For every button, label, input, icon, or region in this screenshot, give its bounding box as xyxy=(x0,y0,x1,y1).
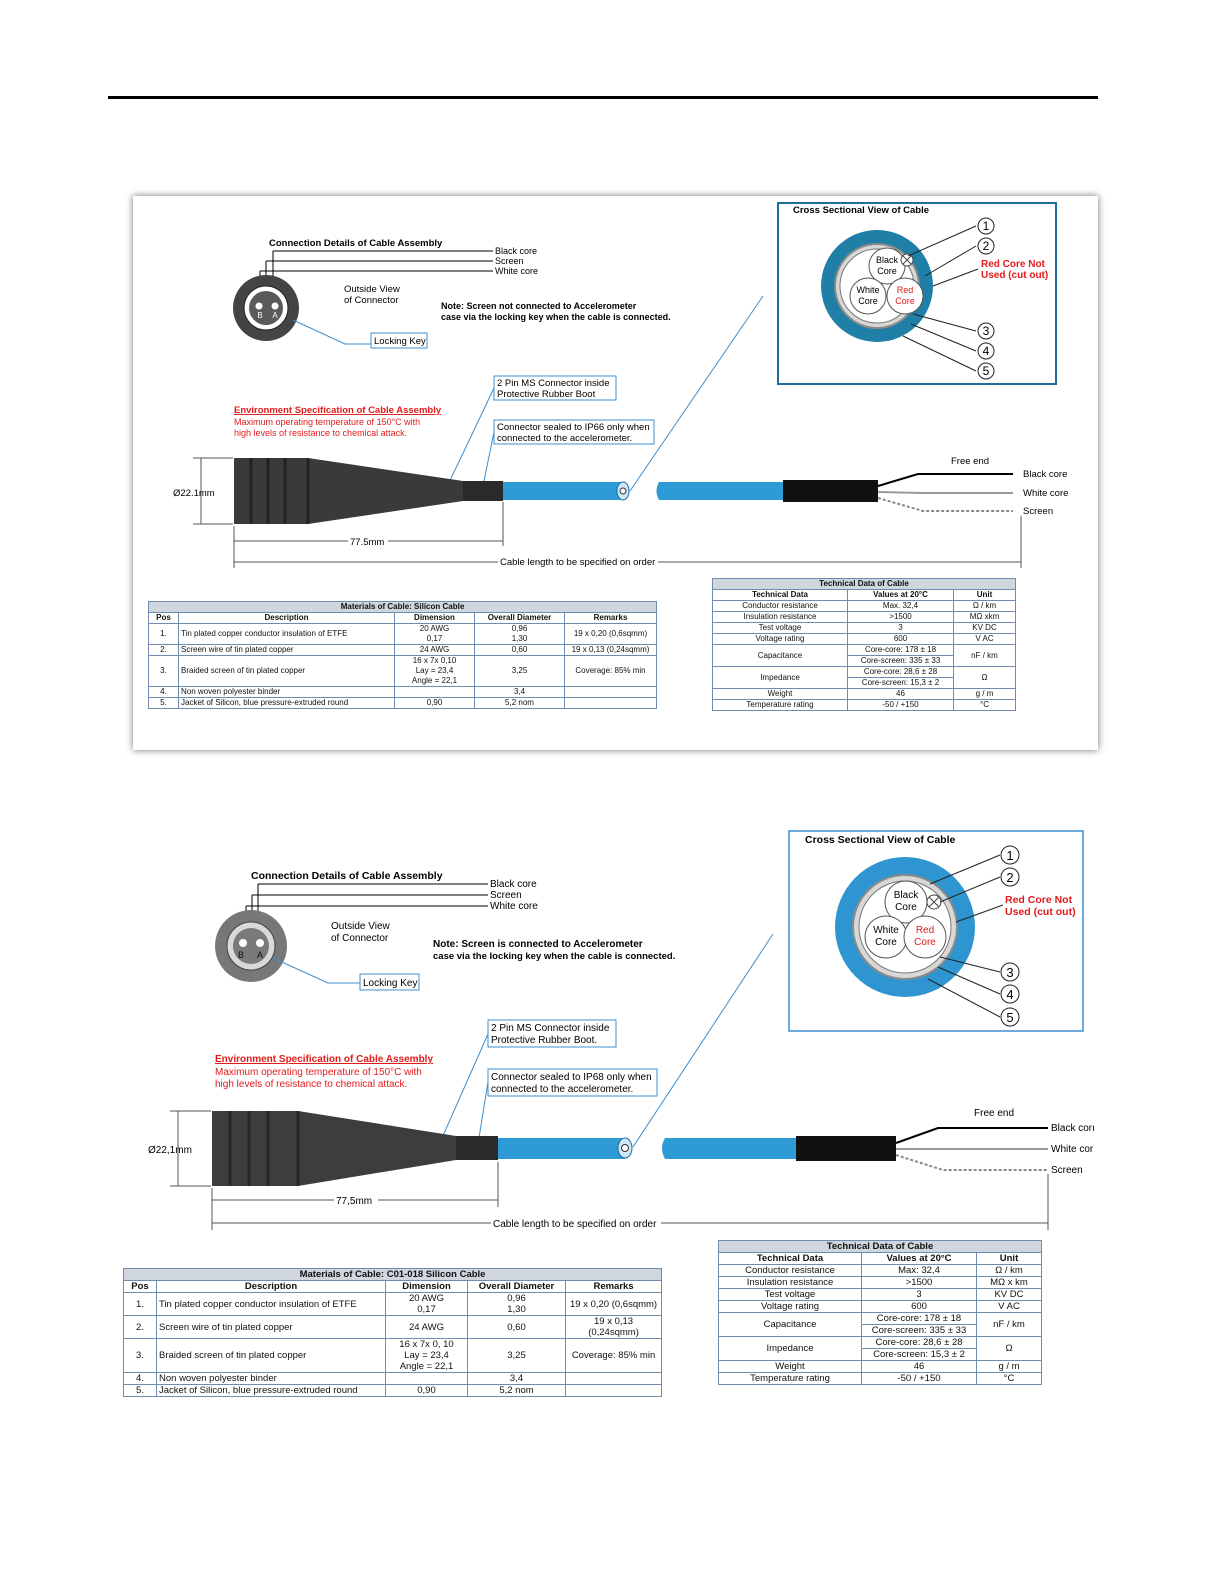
connector-insert xyxy=(249,291,283,325)
materials-row xyxy=(149,624,657,645)
tech-unit: MΩ x km xyxy=(977,1277,1042,1289)
mat-pos: 2. xyxy=(124,1316,157,1339)
diameter-label: Ø22,1mm xyxy=(148,1145,192,1156)
mat-dim: 16 x 7x 0, 10 Lay = 23,4 Angle = 22,1 xyxy=(386,1339,468,1373)
mat-dim xyxy=(386,1373,468,1385)
tech-key: Weight xyxy=(713,689,848,700)
tech-key: Insulation resistance xyxy=(713,612,848,623)
pin-b xyxy=(256,303,263,310)
end-label-black: Black corı xyxy=(1051,1123,1095,1134)
connection-wires xyxy=(246,884,488,914)
tech-key: Weight xyxy=(719,1361,862,1373)
tech-header-unit: Unit xyxy=(977,1253,1042,1265)
tech-key: Insulation resistance xyxy=(719,1277,862,1289)
white-core-label-1: White xyxy=(873,925,899,936)
tech-value: Core-core: 28,6 ± 28 xyxy=(848,667,954,678)
cable-jacket-right xyxy=(662,1138,796,1159)
cable-drawing-1 xyxy=(133,196,1098,750)
mat-rem: 19 x 0,13 (0,24sqmm) xyxy=(565,645,657,656)
tech-value: Core-screen: 15,3 ± 2 xyxy=(848,678,954,689)
mat-desc: Braided screen of tin plated copper xyxy=(157,1339,386,1373)
tech-value: Max: 32,4 xyxy=(862,1265,977,1277)
tech-value: Max. 32,4 xyxy=(848,601,954,612)
tech-unit: Ω xyxy=(954,667,1016,689)
tech-unit: nF / km xyxy=(977,1313,1042,1337)
tech-value: Core-core: 28,6 ± 28 xyxy=(862,1337,977,1349)
mat-dia: 3,4 xyxy=(468,1373,566,1385)
tech-row-impedance xyxy=(713,667,1016,678)
tech-key: Temperature rating xyxy=(713,700,848,711)
tech-row xyxy=(713,612,1016,623)
materials-row xyxy=(124,1293,662,1316)
mat-desc: Tin plated copper conductor insulation of ETFE xyxy=(179,624,395,645)
tech-header-key: Technical Data xyxy=(719,1253,862,1265)
tech-unit: V AC xyxy=(977,1301,1042,1313)
callout-1: 1 xyxy=(1006,848,1014,863)
white-core-label-1: White xyxy=(856,285,880,295)
tech-unit: g / m xyxy=(954,689,1016,700)
tech-unit: °C xyxy=(977,1373,1042,1385)
callout-4: 4 xyxy=(982,344,990,358)
tech-row xyxy=(713,634,1016,645)
materials-row xyxy=(149,687,657,698)
red-core-label-2: Core xyxy=(914,937,936,948)
mat-header-dim: Dimension xyxy=(386,1281,468,1293)
mat-dim xyxy=(395,687,475,698)
mat-header-rem: Remarks xyxy=(566,1281,662,1293)
tech-caption: Technical Data of Cable xyxy=(719,1241,1042,1253)
seal-leader xyxy=(483,432,494,486)
mat-rem: 19 x 0,20 (0,6sqmm) xyxy=(566,1293,662,1316)
tech-unit: KV DC xyxy=(954,623,1016,634)
boot-callout-2: Protective Rubber Boot. xyxy=(491,1035,598,1046)
tech-unit: Ω xyxy=(977,1337,1042,1361)
mat-dim: 20 AWG 0,17 xyxy=(386,1293,468,1316)
mat-pos: 1. xyxy=(124,1293,157,1316)
mat-pos: 4. xyxy=(149,687,179,698)
locking-key-leader xyxy=(273,958,360,983)
tech-row xyxy=(719,1289,1042,1301)
tech-row xyxy=(713,623,1016,634)
mat-pos: 3. xyxy=(149,656,179,687)
callout-5: 5 xyxy=(982,364,990,378)
wire-label-screen: Screen xyxy=(490,890,522,901)
tech-header-val: Values at 20°C xyxy=(862,1253,977,1265)
tech-key: Impedance xyxy=(713,667,848,689)
tech-unit: KV DC xyxy=(977,1289,1042,1301)
tech-caption: Technical Data of Cable xyxy=(713,579,1016,590)
mat-dia: 0,60 xyxy=(475,645,565,656)
red-core-note-2: Used (cut out) xyxy=(1005,906,1076,918)
mat-header-dim: Dimension xyxy=(395,613,475,624)
mat-desc: Jacket of Silicon, blue pressure-extruded round xyxy=(179,698,395,709)
tech-value: 600 xyxy=(862,1301,977,1313)
mat-rem: 19 x 0,13 (0,24sqmm) xyxy=(566,1316,662,1339)
black-core-label-2: Core xyxy=(877,266,897,276)
tech-row-capacitance xyxy=(719,1313,1042,1325)
mat-rem xyxy=(566,1373,662,1385)
connection-title: Connection Details of Cable Assembly xyxy=(269,238,443,249)
mat-header-desc: Description xyxy=(157,1281,386,1293)
outside-view-label-1: Outside View xyxy=(331,921,390,932)
cable-length-label: Cable length to be specified on order xyxy=(493,1219,657,1230)
end-label-white: White core xyxy=(1023,488,1069,499)
mat-dia: 3,25 xyxy=(468,1339,566,1373)
cross-section-title: Cross Sectional View of Cable xyxy=(805,834,956,846)
white-core-label-2: Core xyxy=(858,296,878,306)
mat-pos: 5. xyxy=(124,1385,157,1397)
tech-value: -50 / +150 xyxy=(848,700,954,711)
pin-a xyxy=(256,939,264,947)
mat-header-pos: Pos xyxy=(149,613,179,624)
materials-table-2 xyxy=(123,1268,662,1397)
screen-note-1: Note: Screen not connected to Accelerometer xyxy=(441,301,637,311)
free-end-wires xyxy=(896,1128,1048,1170)
tech-value: -50 / +150 xyxy=(862,1373,977,1385)
end-label-black: Black core xyxy=(1023,469,1068,480)
env-spec-title: Environment Specification of Cable Assembly xyxy=(234,405,442,416)
cable-drawing-2 xyxy=(108,822,1108,1442)
white-core-label-2: Core xyxy=(875,937,897,948)
tech-row xyxy=(719,1361,1042,1373)
cable-cut-cores xyxy=(620,488,626,494)
mat-header-pos: Pos xyxy=(124,1281,157,1293)
mat-rem: Coverage: 85% min xyxy=(566,1339,662,1373)
technical-table-2 xyxy=(718,1240,1042,1385)
cable-jacket-left xyxy=(503,482,623,500)
mat-desc: Screen wire of tin plated copper xyxy=(179,645,395,656)
mat-dim: 24 AWG xyxy=(395,645,475,656)
callout-2: 2 xyxy=(1006,870,1014,885)
tech-key: Test voltage xyxy=(719,1289,862,1301)
end-label-white: White cor xyxy=(1051,1144,1094,1155)
mat-desc: Non woven polyester binder xyxy=(179,687,395,698)
red-core-note-1: Red Core Not xyxy=(981,259,1045,270)
tech-key: Test voltage xyxy=(713,623,848,634)
tech-row xyxy=(713,601,1016,612)
callout-1: 1 xyxy=(982,219,990,233)
locking-key-leader xyxy=(293,320,371,344)
cable-jacket-right xyxy=(657,482,784,500)
free-end-label: Free end xyxy=(951,456,990,467)
tech-value: 46 xyxy=(848,689,954,700)
seal-callout-2: connected to the accelerometer. xyxy=(497,433,633,444)
page-top-rule xyxy=(108,96,1098,99)
mat-desc: Non woven polyester binder xyxy=(157,1373,386,1385)
tech-value: Core-screen: 335 ± 33 xyxy=(862,1325,977,1337)
mat-pos: 2. xyxy=(149,645,179,656)
mat-pos: 4. xyxy=(124,1373,157,1385)
tech-key: Conductor resistance xyxy=(719,1265,862,1277)
tech-value: 3 xyxy=(862,1289,977,1301)
screen-note-1: Note: Screen is connected to Accelerometer xyxy=(433,939,643,950)
tech-key: Capacitance xyxy=(719,1313,862,1337)
wire-label-black: Black core xyxy=(490,879,537,890)
tech-key: Conductor resistance xyxy=(713,601,848,612)
materials-table-1 xyxy=(148,601,657,709)
tech-key: Temperature rating xyxy=(719,1373,862,1385)
seal-callout-1: Connector sealed to IP66 only when xyxy=(497,422,650,433)
tech-row-capacitance xyxy=(713,645,1016,656)
cable-jacket-left xyxy=(498,1138,625,1159)
tech-unit: Ω / km xyxy=(954,601,1016,612)
mat-header-rem: Remarks xyxy=(565,613,657,624)
outside-view-label-2: of Connector xyxy=(331,933,389,944)
mat-pos: 5. xyxy=(149,698,179,709)
tech-header-key: Technical Data xyxy=(713,590,848,601)
connection-wires xyxy=(260,251,493,279)
tech-unit: MΩ xkm xyxy=(954,612,1016,623)
mat-dim: 16 x 7x 0,10 Lay = 23,4 Angle = 22,1 xyxy=(395,656,475,687)
wire-label-black: Black core xyxy=(495,246,538,256)
mat-dia: 0,96 1,30 xyxy=(468,1293,566,1316)
tech-key: Impedance xyxy=(719,1337,862,1361)
mat-pos: 1. xyxy=(149,624,179,645)
callout-3: 3 xyxy=(1006,965,1014,980)
black-core-label-2: Core xyxy=(895,902,917,913)
cable-length-label: Cable length to be specified on order xyxy=(500,557,656,568)
callout-4: 4 xyxy=(1006,987,1014,1002)
mat-dia: 5,2 nom xyxy=(475,698,565,709)
pin-b-label: B xyxy=(257,311,263,320)
locking-key-label: Locking Key xyxy=(363,978,418,989)
mat-pos: 3. xyxy=(124,1339,157,1373)
tech-value: Core-core: 178 ± 18 xyxy=(862,1313,977,1325)
materials-row xyxy=(149,645,657,656)
end-heatshrink xyxy=(796,1136,896,1161)
length-label: 77.5mm xyxy=(350,537,385,548)
tech-unit: Ω / km xyxy=(977,1265,1042,1277)
outside-view-label-1: Outside View xyxy=(344,284,400,295)
red-core-note-2: Used (cut out) xyxy=(981,270,1049,281)
mat-rem xyxy=(565,698,657,709)
connection-title: Connection Details of Cable Assembly xyxy=(251,870,443,882)
pin-a-label: A xyxy=(256,950,264,960)
tech-unit: nF / km xyxy=(954,645,1016,667)
wire-label-screen: Screen xyxy=(495,256,524,266)
tech-key: Voltage rating xyxy=(719,1301,862,1313)
env-spec-line-2: high levels of resistance to chemical attack. xyxy=(234,428,408,438)
seal-callout-1: Connector sealed to IP68 only when xyxy=(491,1072,652,1083)
materials-row xyxy=(124,1316,662,1339)
end-label-screen: Screen xyxy=(1023,506,1054,517)
materials-row xyxy=(124,1373,662,1385)
env-spec-title: Environment Specification of Cable Assembly xyxy=(215,1054,434,1065)
length-label: 77,5mm xyxy=(336,1196,373,1207)
mat-rem xyxy=(565,687,657,698)
tech-header-unit: Unit xyxy=(954,590,1016,601)
mat-rem: Coverage: 85% min xyxy=(565,656,657,687)
diameter-label: Ø22.1mm xyxy=(173,488,215,499)
mat-header-desc: Description xyxy=(179,613,395,624)
tech-value: 600 xyxy=(848,634,954,645)
materials-row xyxy=(124,1385,662,1397)
pin-b xyxy=(239,939,247,947)
tech-header-val: Values at 20°C xyxy=(848,590,954,601)
materials-row xyxy=(149,656,657,687)
wire-label-white: White core xyxy=(495,266,539,276)
wire-label-white: White core xyxy=(490,901,538,912)
env-spec-line-2: high levels of resistance to chemical attack. xyxy=(215,1079,408,1090)
tech-key: Capacitance xyxy=(713,645,848,667)
mat-desc: Braided screen of tin plated copper xyxy=(179,656,395,687)
callout-2: 2 xyxy=(982,239,990,253)
tech-row xyxy=(719,1373,1042,1385)
boot-callout-1: 2 Pin MS Connector inside xyxy=(497,378,610,389)
technical-table-1 xyxy=(712,578,1016,711)
mat-dim: 24 AWG xyxy=(386,1316,468,1339)
tech-value: 3 xyxy=(848,623,954,634)
materials-row xyxy=(149,698,657,709)
tech-row xyxy=(719,1301,1042,1313)
section-leader-line xyxy=(633,934,773,1147)
black-core-label-1: Black xyxy=(875,255,899,265)
red-core-label-1: Red xyxy=(915,925,935,936)
pin-a-label: A xyxy=(272,311,278,320)
tech-unit: g / m xyxy=(977,1361,1042,1373)
mat-desc: Jacket of Silicon, blue pressure-extruded round xyxy=(157,1385,386,1397)
free-end-wires xyxy=(878,474,1013,511)
pin-b-label: B xyxy=(237,950,245,960)
end-label-screen: Screen xyxy=(1051,1165,1083,1176)
mat-desc: Tin plated copper conductor insulation of ETFE xyxy=(157,1293,386,1316)
env-spec-line-1: Maximum operating temperature of 150°C with xyxy=(215,1067,422,1078)
red-core-label-1: Red xyxy=(896,285,914,295)
tech-unit: V AC xyxy=(954,634,1016,645)
boot-callout-2: Protective Rubber Boot xyxy=(497,389,596,400)
mat-dia: 3,25 xyxy=(475,656,565,687)
boot-leader xyxy=(445,388,494,491)
mat-rem xyxy=(566,1385,662,1397)
tech-value: Core-core: 178 ± 18 xyxy=(848,645,954,656)
materials-row xyxy=(124,1339,662,1373)
tech-value: >1500 xyxy=(862,1277,977,1289)
pin-a xyxy=(272,303,279,310)
tech-value: Core-screen: 335 ± 33 xyxy=(848,656,954,667)
mat-dia: 5,2 nom xyxy=(468,1385,566,1397)
mat-header-dia: Overall Diameter xyxy=(475,613,565,624)
tech-row-impedance xyxy=(719,1337,1042,1349)
end-heatshrink xyxy=(783,480,878,502)
free-end-label: Free end xyxy=(974,1108,1015,1119)
screen-note-2: case via the locking key when the cable is connected. xyxy=(441,312,671,322)
screen-note-2: case via the locking key when the cable is connected. xyxy=(433,951,676,962)
materials-caption: Materials of Cable: C01-018 Silicon Cable xyxy=(124,1269,662,1281)
env-spec-line-1: Maximum operating temperature of 150°C with xyxy=(234,417,421,427)
callout-5: 5 xyxy=(1006,1010,1014,1025)
mat-dim: 0,90 xyxy=(395,698,475,709)
materials-caption: Materials of Cable: Silicon Cable xyxy=(149,602,657,613)
mat-dia: 3,4 xyxy=(475,687,565,698)
connector-sleeve xyxy=(463,481,503,501)
tech-row xyxy=(713,689,1016,700)
cable-cut-cores xyxy=(622,1145,629,1152)
mat-header-dia: Overall Diameter xyxy=(468,1281,566,1293)
tech-value: Core-screen: 15,3 ± 2 xyxy=(862,1349,977,1361)
tech-value: >1500 xyxy=(848,612,954,623)
red-core-note-1: Red Core Not xyxy=(1005,894,1073,906)
seal-leader xyxy=(478,1082,488,1144)
tech-row xyxy=(719,1265,1042,1277)
outside-view-label-2: of Connector xyxy=(344,295,399,306)
mat-rem: 19 x 0,20 (0,6sqmm) xyxy=(565,624,657,645)
locking-key-label: Locking Key xyxy=(374,336,426,347)
callout-3: 3 xyxy=(982,324,990,338)
mat-dim: 0,90 xyxy=(386,1385,468,1397)
mat-dim: 20 AWG 0,17 xyxy=(395,624,475,645)
red-core-label-2: Core xyxy=(895,296,915,306)
tech-row xyxy=(719,1277,1042,1289)
mat-dia: 0,60 xyxy=(468,1316,566,1339)
tech-unit: °C xyxy=(954,700,1016,711)
seal-callout-2: connected to the accelerometer. xyxy=(491,1084,634,1095)
tech-row xyxy=(713,700,1016,711)
mat-dia: 0,96 1,30 xyxy=(475,624,565,645)
tech-value: 46 xyxy=(862,1361,977,1373)
boot-callout-1: 2 Pin MS Connector inside xyxy=(491,1023,610,1034)
tech-key: Voltage rating xyxy=(713,634,848,645)
black-core-label-1: Black xyxy=(893,890,919,901)
connector-sleeve xyxy=(456,1136,498,1160)
cross-section-title: Cross Sectional View of Cable xyxy=(793,205,930,216)
mat-desc: Screen wire of tin plated copper xyxy=(157,1316,386,1339)
section-leader-line xyxy=(630,296,763,491)
